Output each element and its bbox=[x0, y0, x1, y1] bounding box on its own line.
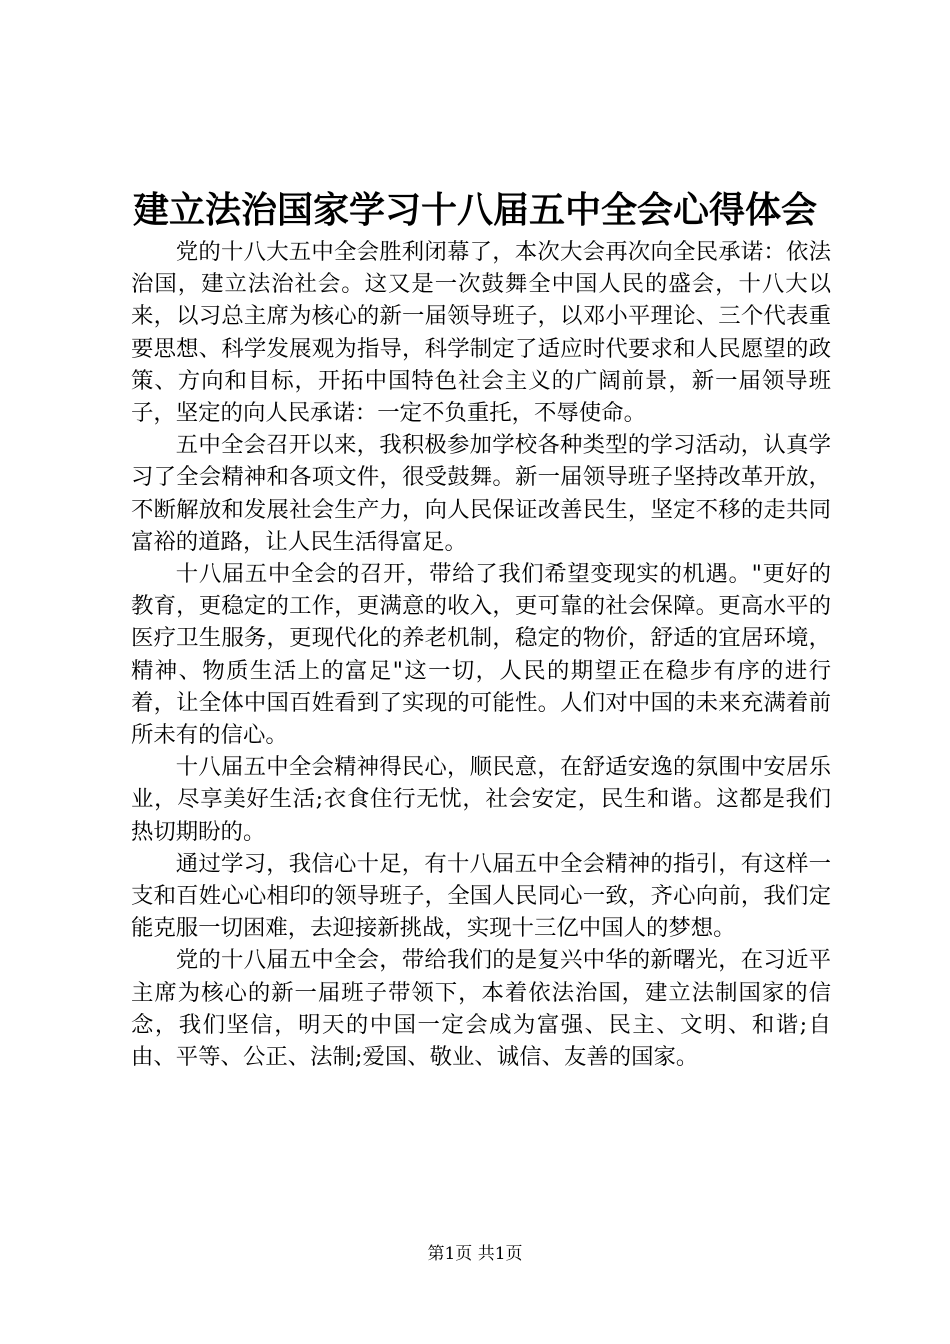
paragraph-3: 十八届五中全会的召开，带给了我们希望变现实的机遇。"更好的教育，更稳定的工作，更满意的收入，更可靠的社会保障。更高水平的医疗卫生服务，更现代化的养老机制，稳定的物价，舒适的宜居环境，精神、物质生活上的富足"这一切，人民的期望正在稳步有序的进行着，让全体中国百姓看到了实现的可能性。人们对中国的未来充满着前所未有的信心。 bbox=[131, 561, 831, 749]
paragraph-6: 党的十八届五中全会，带给我们的是复兴中华的新曙光，在习近平主席为核心的新一届班子带领下，本着依法治国，建立法制国家的信念，我们坚信，明天的中国一定会成为富强、民主、文明、和谐;自由、平等、公正、法制;爱国、敬业、诚信、友善的国家。 bbox=[131, 947, 831, 1071]
paragraph-2: 五中全会召开以来，我积极参加学校各种类型的学习活动，认真学习了全会精神和各项文件，很受鼓舞。新一届领导班子坚持改革开放，不断解放和发展社会生产力，向人民保证改善民生，坚定不移的走共同富裕的道路，让人民生活得富足。 bbox=[131, 432, 831, 555]
page-footer: 第1页 共1页 bbox=[427, 1244, 523, 1264]
paragraph-1: 党的十八大五中全会胜利闭幕了，本次大会再次向全民承诺：依法治国，建立法治社会。这又是一次鼓舞全中国人民的盛会，十八大以来，以习总主席为核心的新一届领导班子，以邓小平理论、三个代表重要思想、科学发展观为指导，科学制定了适应时代要求和人民愿望的政策、方向和目标，开拓中国特色社会主义的广阔前景，新一届领导班子，坚定的向人民承诺：一定不负重托，不辱使命。 bbox=[131, 239, 831, 427]
document-title: 建立法治国家学习十八届五中全会心得体会 bbox=[132, 189, 817, 231]
paragraph-4: 十八届五中全会精神得民心，顺民意，在舒适安逸的氛围中安居乐业，尽享美好生活;衣食住行无忧，社会安定，民生和谐。这都是我们热切期盼的。 bbox=[131, 754, 831, 845]
document-body bbox=[131, 236, 831, 1073]
paragraph-5: 通过学习，我信心十足，有十八届五中全会精神的指引，有这样一支和百姓心心相印的领导班子，全国人民同心一致，齐心向前，我们定能克服一切困难，去迎接新挑战，实现十三亿中国人的梦想。 bbox=[131, 850, 831, 942]
